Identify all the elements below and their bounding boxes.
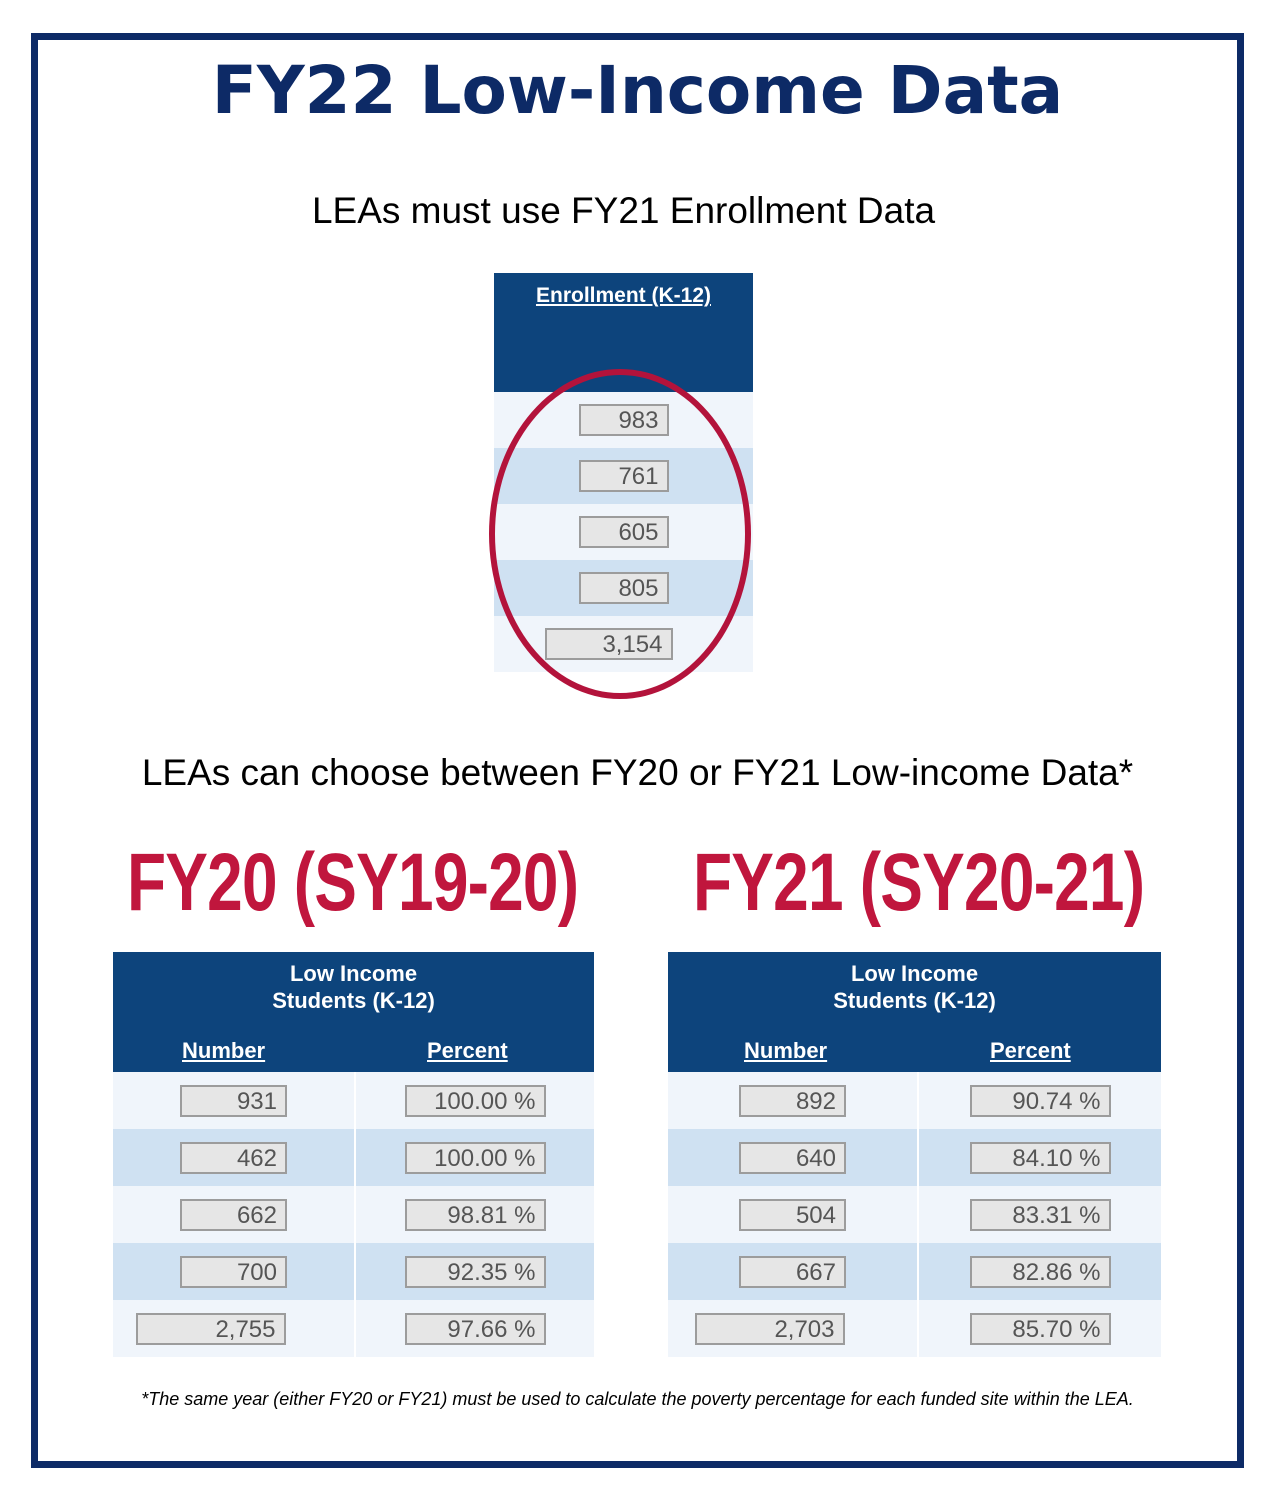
fy20-table-header [113, 952, 594, 1072]
table-total-row [113, 1300, 594, 1357]
table-row [113, 1072, 594, 1129]
percent-field[interactable]: 82.86 % [970, 1256, 1111, 1288]
table-row [668, 1243, 1161, 1300]
percent-field[interactable]: 92.35 % [405, 1256, 546, 1288]
enrollment-value-field[interactable]: 605 [579, 516, 669, 548]
fy20-header-title [113, 960, 594, 1014]
fy21-low-income-table [668, 952, 1161, 1357]
table-row [113, 1186, 594, 1243]
header-line: Students (K-12) [272, 988, 435, 1013]
total-percent-field[interactable]: 97.66 % [405, 1313, 546, 1345]
percent-field[interactable]: 100.00 % [405, 1142, 546, 1174]
table-row [113, 1243, 594, 1300]
enrollment-subtitle: LEAs must use FY21 Enrollment Data [311, 190, 936, 231]
header-line: Low Income [289, 961, 418, 986]
highlight-ellipse [489, 369, 751, 699]
table-row [113, 1129, 594, 1186]
percent-field[interactable]: 100.00 % [405, 1085, 546, 1117]
fy21-table-header [668, 952, 1161, 1072]
fy21-number-column-header[interactable]: Number [744, 1038, 828, 1063]
number-field[interactable]: 700 [180, 1256, 287, 1288]
number-field[interactable]: 640 [739, 1142, 846, 1174]
enrollment-value-field[interactable]: 761 [579, 460, 669, 492]
number-field[interactable]: 662 [180, 1199, 287, 1231]
fy20-low-income-table [113, 952, 594, 1357]
fy20-percent-column-header[interactable]: Percent [427, 1038, 508, 1063]
table-row [668, 1129, 1161, 1186]
enrollment-value-field[interactable]: 983 [579, 404, 669, 436]
percent-field[interactable]: 90.74 % [970, 1085, 1111, 1117]
fy21-percent-column-header[interactable]: Percent [990, 1038, 1071, 1063]
fy20-label: FY20 (SY19-20) [127, 837, 579, 928]
header-line: Students (K-12) [833, 988, 996, 1013]
number-field[interactable]: 667 [739, 1256, 846, 1288]
total-number-field[interactable]: 2,703 [695, 1313, 845, 1345]
table-total-row [668, 1300, 1161, 1357]
enrollment-total-field[interactable]: 3,154 [545, 628, 673, 660]
number-field[interactable]: 504 [739, 1199, 846, 1231]
page-title: FY22 Low-Income Data [211, 52, 1064, 129]
number-field[interactable]: 892 [739, 1085, 846, 1117]
header-line: Low Income [850, 961, 979, 986]
percent-field[interactable]: 98.81 % [405, 1199, 546, 1231]
percent-field[interactable]: 83.31 % [970, 1199, 1111, 1231]
fy21-label: FY21 (SY20-21) [693, 837, 1145, 928]
table-row [668, 1072, 1161, 1129]
choice-subtitle: LEAs can choose between FY20 or FY21 Low-income Data* [141, 752, 1134, 793]
number-field[interactable]: 462 [180, 1142, 287, 1174]
total-number-field[interactable]: 2,755 [136, 1313, 286, 1345]
table-row [668, 1186, 1161, 1243]
enrollment-header-link[interactable]: Enrollment (K-12) [535, 284, 711, 307]
fy21-header-title [668, 960, 1161, 1014]
enrollment-value-field[interactable]: 805 [579, 572, 669, 604]
number-field[interactable]: 931 [180, 1085, 287, 1117]
percent-field[interactable]: 84.10 % [970, 1142, 1111, 1174]
total-percent-field[interactable]: 85.70 % [970, 1313, 1111, 1345]
fy20-number-column-header[interactable]: Number [182, 1038, 266, 1063]
footnote: *The same year (either FY20 or FY21) must be used to calculate the poverty percentage for each funded site within the LEA. [141, 1389, 1134, 1409]
